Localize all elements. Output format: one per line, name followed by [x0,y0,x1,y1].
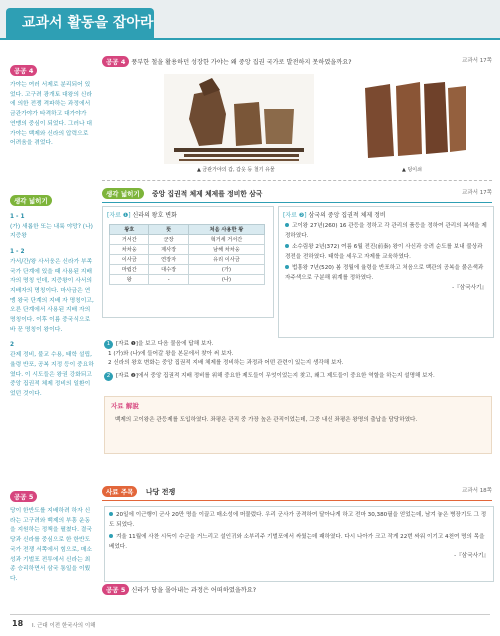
side-q4-tag: 공공 4 [10,65,37,76]
q4-question: 풍부한 철을 활용하던 성장한 가야는 왜 중앙 집권 국가로 발전하지 못하였을까요? [131,59,352,66]
header-divider [0,38,500,40]
question-sub-2: 2 신라의 왕호 변화는 중앙 집권적 지배 체제를 정비하는 과정과 어떤 관련이 있는지 생각해 보자. [108,360,344,367]
list-item: 소수림왕 2년(372) 여름 6월 전진(前秦) 왕이 사신과 승려 순도를 보내 불상과 경전을 전하였다. 태학을 세우고 자제를 교육하였다. [285,244,483,260]
side-q5 [10,484,94,585]
table-cell: 군장 [149,235,188,245]
side-q4 [10,58,92,149]
page-number: 18 [12,619,24,628]
table-cell: 대수장 [149,265,188,275]
hint-box [104,396,492,454]
think-tag: 생각 넓히기 [102,188,144,199]
table-header: 처음 사용한 왕 [188,225,264,235]
q4-caption-left: ▲ 금관가야의 갑, 갑옷 등 철기 유물 [197,167,275,173]
material-2-source: -『삼국사기』 [452,284,487,291]
bullet-icon [109,512,113,516]
material-1-label: [자료 ❶] [107,212,131,219]
side-think-tag: 생각 넓히기 [10,195,52,206]
table-cell: 연장자 [149,255,188,265]
source-section [102,486,492,501]
source-title: 나당 전쟁 [145,488,176,496]
list-item: 겨울 11월에 사찬 시득이 수군을 거느리고 설인귀와 소부리주 기벌포에서 싸웠는데 패하였다. 다시 나아가 크고 작게 22번 싸워 이기고 4천여 명의 목을 베었다. [109,534,485,550]
iron-ingot-image [360,78,470,162]
material-2-label: [자료 ❷] [283,212,307,219]
material-2-box [278,206,494,338]
table-cell: 이사금 [110,255,149,265]
q4-section [102,56,492,181]
table-cell: 유리 이사금 [188,255,264,265]
q4-tag: 공공 4 [102,56,129,67]
source-ref: 교과서 18쪽 [462,488,492,494]
side-q5-tag: 공공 5 [10,491,37,502]
table-cell: 마립간 [110,265,149,275]
material-2-title: 삼국의 중앙 집권적 체제 정비 [308,212,386,219]
material-2-list [279,222,493,293]
gaya-artifacts-image [164,74,314,164]
table-row [110,235,265,245]
side-think-3-head: 2 [10,342,15,349]
side-think-3-text: 관제 정비, 불교 수용, 태학 설립, 율령 반포, 공복 지정 등이 중요하였다. 이 시도들은 왕권 강화되고 중앙 집권적 체제 정비의 일환이었던 것이다. [10,352,94,397]
material-1-box [102,206,274,318]
think-ref: 교과서 17쪽 [462,190,492,196]
table-cell: (나) [188,275,264,285]
q5-tag: 공공 5 [102,584,129,595]
side-think-1-head: 1 - 1 [10,214,25,220]
think-questions [104,340,492,381]
hint-text: 백제의 고이왕은 관등제를 도입하였다. 좌평은 관직 중 가장 높은 관직이었는데, 그중 내신 좌평은 왕명의 출납을 담당하였다. [115,417,418,423]
side-think [10,188,94,400]
side-q5-text: 당이 한반도를 지배하려 하자 신라는 고구려와 백제의 부흥 운동을 지원하는 정책을 펼쳤다. 결국 당과 신라를 중심으로 한 한반도 국가 전쟁 서쪽에서 힘으로, 매소성과 기벌포 전투에서 신라는 최종 승리하면서 삼국 통일을 이뤘다. [10,508,93,582]
source-tag: 사료 주목 [102,486,137,497]
table-cell: 제사장 [149,245,188,255]
table-cell: 차차웅 [110,245,149,255]
question-number: 1 [104,340,113,349]
table-cell: 남해 차차웅 [188,245,264,255]
chapter-title: Ⅰ. 근대 이전 한국사의 이해 [32,623,96,629]
side-think-2-head: 1 - 2 [10,249,25,256]
side-think-1-text: (가) 새롭한 또는 내륙 야망? (나) 지증왕 [10,223,93,240]
question-text: [자료 ❷]에서 중앙 집권적 지배 정비를 위해 중요한 제도들이 무엇이었는지 찾고, 왜그 제도들이 중요한 역할을 하는지 설명해 보자. [116,372,435,379]
think-section [102,188,492,203]
bullet-icon [285,244,289,248]
list-item: 법흥왕 7년(520) 봄 정월에 율령을 반포하고 처음으로 백관의 공복을 붉은색과 자주색으로 구분해 위계를 정하였다. [285,265,484,281]
q4-ref: 교과서 17쪽 [462,58,492,64]
table-cell: - [149,275,188,285]
question-sub-1: 1 (가)와 (나)에 들어갈 왕을 본문에서 찾아 써 보자. [108,350,234,357]
source-box [104,506,494,582]
table-row [110,265,265,275]
source-citation: -『삼국사기』 [454,553,489,560]
material-1-title: 신라의 왕호 변화 [132,212,177,219]
side-q4-text: 가야는 여러 서제로 분리되어 있었다. 고구려 광개토 대왕의 신라에 의한 전쟁 격파하는 과정에서 금관가야가 타격하고 대가야가 연맹의 중심이 되었다. 그러나 대가야는 백제와 신라의 압력으로 어려움을 겪었다. [10,82,93,147]
table-row [110,245,265,255]
table-header: 뜻 [149,225,188,235]
list-item: 20일에 이근행이 군사 20만 명을 이끌고 매소성에 머물렀다. 우리 군사가 공격하여 달아나게 하고 전마 30,380필을 얻었는데, 남겨 놓은 병장기도 그 정도 되었다. [109,512,487,528]
question-number: 2 [104,372,113,381]
table-row [110,275,265,285]
footer-divider [10,614,490,615]
table-cell: 혁거세 거서간 [188,235,264,245]
bullet-icon [109,534,113,538]
table-cell: 왕 [110,275,149,285]
think-title: 중앙 집권적 체제 체제를 정비한 삼국 [152,190,263,198]
table-header: 왕호 [110,225,149,235]
table-row [110,255,265,265]
q4-caption-right: ▲ 덩이쇠 [402,167,422,173]
bullet-icon [285,223,289,227]
table-cell: (가) [188,265,264,275]
list-item: 고이왕 27년(260) 16 관등을 정하고 각 관리의 품등을 정하여 관리의 복색을 제정하였다. [285,223,487,239]
side-think-2-text: 가서/간/왕 사서웅은 신라가 부족 국가 단계에 있을 때 사용된 지배자의 명칭 인데, 지증왕이 사서의 지배자의 명칭이다. 마사금은 연맹 왕국 단계의 지배 자 명칭이고, 오른 단계에서 사용된 지배 자의 명칭이다. 이후 이름 중국식으로 바 꾼 명칭이 왕이다. [10,258,94,333]
bullet-icon [285,265,289,269]
ruler-title-table [109,224,265,285]
question-text: [자료 ❶]을 보고 다음 물음에 답해 보자. [116,341,214,347]
q5-section [102,584,492,595]
q5-question: 신라가 당을 몰아내는 과정은 어떠하였을까요? [131,587,257,594]
page-title: 교과서 활동을 잡아라 [22,15,154,31]
table-cell: 거서간 [110,235,149,245]
hint-title: 자료 解說 [111,402,139,410]
